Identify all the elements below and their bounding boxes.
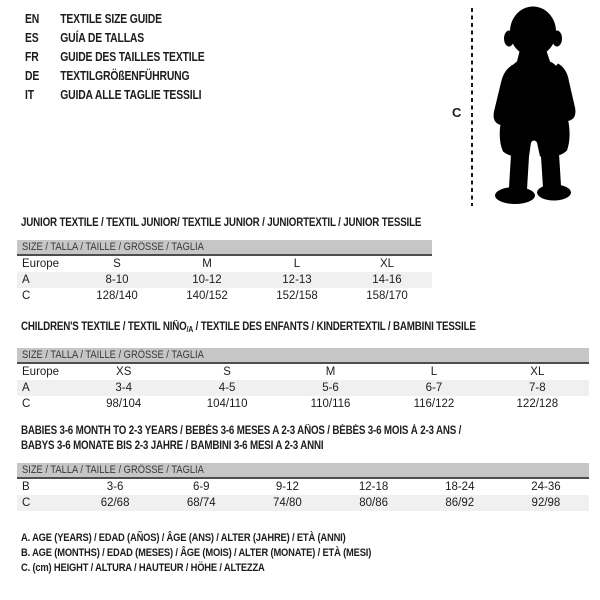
size-value-cell: 12-18 [358,481,389,493]
size-value-cell: 14-16 [372,274,402,286]
language-title: TEXTILGRÖßENFÜHRUNG [60,68,190,83]
size-value-cell: 98/104 [106,398,142,410]
footnote-height-cm: C. (cm) HEIGHT / ALTURA / HAUTEUR / HÖHE / ALTEZZA [21,562,265,574]
children-title-text: CHILDREN'S TEXTILE / TEXTIL NIÑO [21,321,187,333]
children-title-text: / TEXTILE DES ENFANTS / KINDERTEXTIL / BAMBINI TESSILE [193,321,476,333]
size-value-cell: 92/98 [531,497,561,509]
size-value-cell: 3-4 [115,382,133,394]
table-row [17,256,432,272]
size-value-cell: 140/152 [186,290,228,302]
size-value-cell: 122/128 [516,398,559,410]
size-value-cell: 68/74 [186,497,216,509]
babies-size-table [17,463,589,511]
language-title: GUIDA ALLE TAGLIE TESSILI [60,87,202,102]
size-value-cell: 9-12 [275,481,299,493]
language-row-it [25,85,205,104]
size-value-cell: 116/122 [413,398,455,410]
language-code: EN [25,11,40,26]
size-value-cell: 24-36 [531,481,561,493]
language-title: GUIDE DES TAILLES TEXTILE [60,49,205,64]
size-value-cell: XL [530,366,545,378]
junior-size-table [17,240,432,304]
junior-table-title: JUNIOR TEXTILE / TEXTIL JUNIOR/ TEXTILE JUNIOR / JUNIORTEXTIL / JUNIOR TESSILE [21,217,422,229]
footnote-age-years: A. AGE (YEARS) / EDAD (AÑOS) / ÂGE (ANS) / ALTER (JAHRE) / ETÀ (ANNI) [21,532,346,544]
size-value-cell: 4-5 [218,382,236,394]
size-value-cell: 80/86 [359,497,388,509]
size-value-cell: M [202,258,212,270]
size-value-cell: M [325,366,336,378]
children-size-table [17,348,589,412]
table-row [17,380,589,396]
language-title: GUÍA DE TALLAS [60,30,145,45]
babies-title-line-1: BABIES 3-6 MONTH TO 2-3 YEARS / BEBÉS 3-6 MESES A 2-3 AÑOS / BÉBÉS 3-6 MOIS À 2-3 ANS / [21,425,462,437]
row-label: B [22,481,30,493]
size-value-cell: 74/80 [273,497,302,509]
size-value-cell: 152/158 [276,290,318,302]
language-code: ES [25,30,39,45]
babies-title-line-2: BABYS 3-6 MONATE BIS 2-3 JAHRE / BAMBINI 3-6 MESI A 2-3 ANNI [21,440,324,452]
size-value-cell: L [430,366,438,378]
size-value-cell: S [113,258,121,270]
language-row-es [25,28,205,47]
language-row-de [25,66,205,85]
children-title-subscript: /A [186,325,194,334]
row-label: C [22,398,31,410]
row-label: C [22,497,31,509]
height-measure-dotted-line [471,8,473,206]
table-row [17,364,589,380]
size-value-cell: 62/68 [100,497,130,509]
babies-table-title [21,424,461,454]
size-value-cell: 8-10 [105,274,129,286]
size-value-cell: 104/110 [206,398,248,410]
language-row-en [25,9,205,28]
size-value-cell: XS [116,366,132,378]
size-value-cell: 10-12 [192,274,222,286]
size-value-cell: S [223,366,231,378]
size-value-cell: 18-24 [445,481,475,493]
size-header-label: SIZE / TALLA / TAILLE / GRÖSSE / TAGLIA [22,464,204,476]
language-title-list [25,9,249,104]
language-code: FR [25,49,39,64]
size-value-cell: 6-7 [425,382,443,394]
size-value-cell: 12-13 [282,274,312,286]
size-header-band [17,240,432,256]
size-value-cell: 110/116 [310,398,351,410]
size-value-cell: 6-9 [192,481,210,493]
size-value-cell: 3-6 [106,481,124,493]
row-label: Europe [22,366,60,378]
table-row [17,495,589,511]
size-value-cell: 158/170 [366,290,408,302]
table-row [17,479,589,495]
size-header-band [17,348,589,364]
row-label: A [22,382,30,394]
table-row [17,396,589,412]
row-label: A [22,274,30,286]
table-row [17,288,432,304]
size-header-band [17,463,589,479]
footnote-legend [21,531,433,576]
size-value-cell: 86/92 [445,497,475,509]
language-code: DE [25,68,40,83]
figure-height-label: C [452,105,462,120]
row-label: C [22,290,31,302]
size-value-cell: L [293,258,301,270]
size-header-label: SIZE / TALLA / TAILLE / GRÖSSE / TAGLIA [22,241,204,253]
size-header-label: SIZE / TALLA / TAILLE / GRÖSSE / TAGLIA [22,349,204,361]
children-table-title [21,320,476,337]
language-code: IT [25,87,34,102]
size-value-cell: 128/140 [96,290,138,302]
baby-silhouette-icon [478,4,592,212]
table-row [17,272,432,288]
size-value-cell: 7-8 [529,382,546,394]
size-value-cell: 5-6 [322,382,339,394]
language-title: TEXTILE SIZE GUIDE [60,11,162,26]
size-value-cell: XL [379,258,395,270]
footnote-age-months: B. AGE (MONTHS) / EDAD (MESES) / ÂGE (MOIS) / ALTER (MONATE) / ETÀ (MESI) [21,547,372,559]
row-label: Europe [22,258,60,270]
language-row-fr [25,47,205,66]
